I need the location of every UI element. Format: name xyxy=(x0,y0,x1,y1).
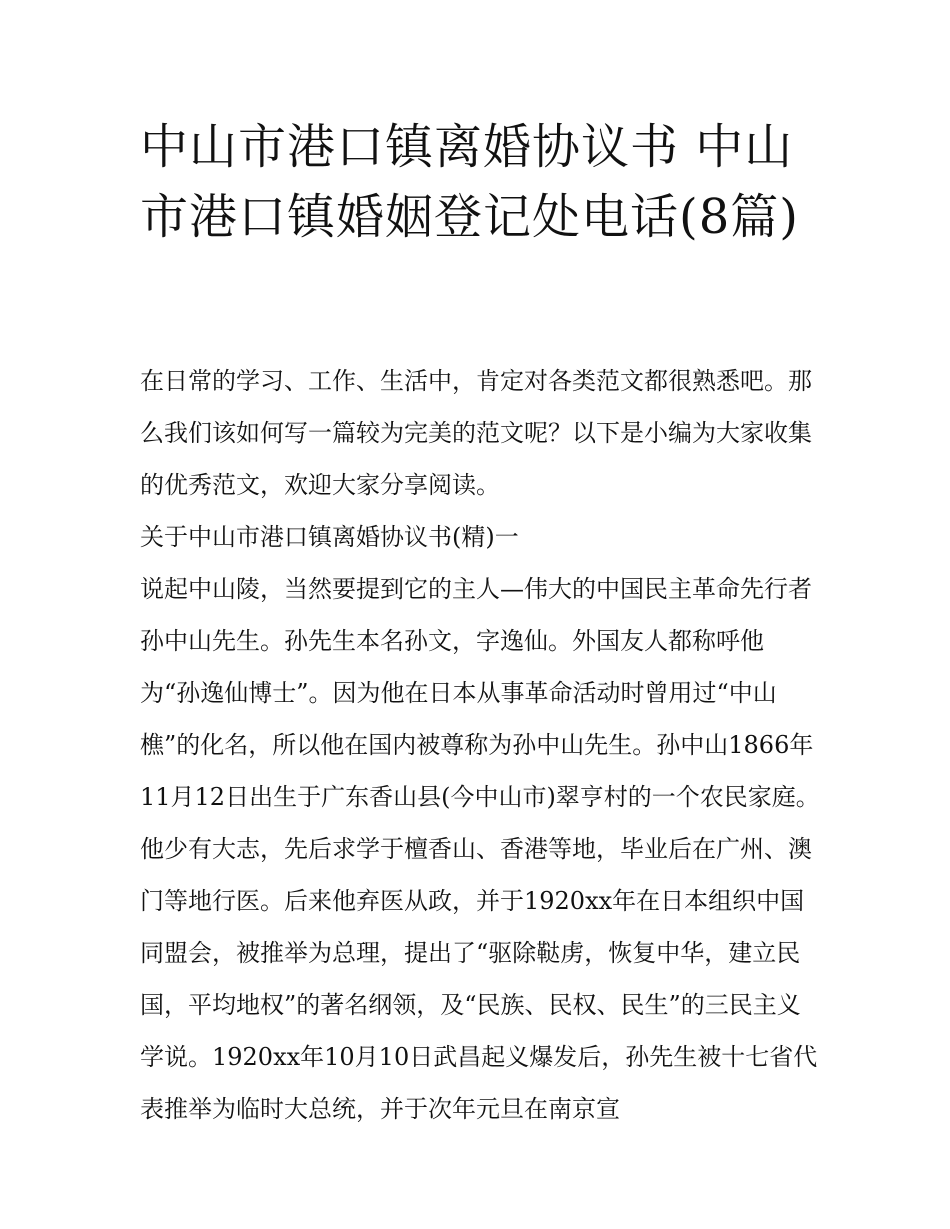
document-body xyxy=(140,355,820,1135)
body-paragraph: 说起中山陵，当然要提到它的主人—伟大的中国民主革命先行者孙中山先生。孙先生本名孙文，字逸仙。外国友人都称呼他为“孙逸仙博士”。因为他在日本从事革命活动时曾用过“中山樵”的化名，所以他在国内被尊称为孙中山先生。孙中山1866年11月12日出生于广东香山县(今中山市)翠亨村的一个农民家庭。他少有大志，先后求学于檀香山、香港等地，毕业后在广州、澳门等地行医。后来他弃医从政，并于1920xx年在日本组织中国同盟会，被推举为总理，提出了“驱除鞑虏，恢复中华，建立民国，平均地权”的著名纲领，及“民族、民权、民生”的三民主义学说。1920xx年10月10日武昌起义爆发后，孙先生被十七省代表推举为临时大总统，并于次年元旦在南京宣 xyxy=(140,575,820,1123)
section-heading: 关于中山市港口镇离婚协议书(精)一 xyxy=(140,523,519,551)
document-title: 中山市港口镇离婚协议书 中山市港口镇婚姻登记处电话(8篇) xyxy=(140,119,799,245)
intro-paragraph: 在日常的学习、工作、生活中，肯定对各类范文都很熟悉吧。那么我们该如何写一篇较为完美的范文呢？以下是小编为大家收集的优秀范文，欢迎大家分享阅读。 xyxy=(140,367,812,499)
